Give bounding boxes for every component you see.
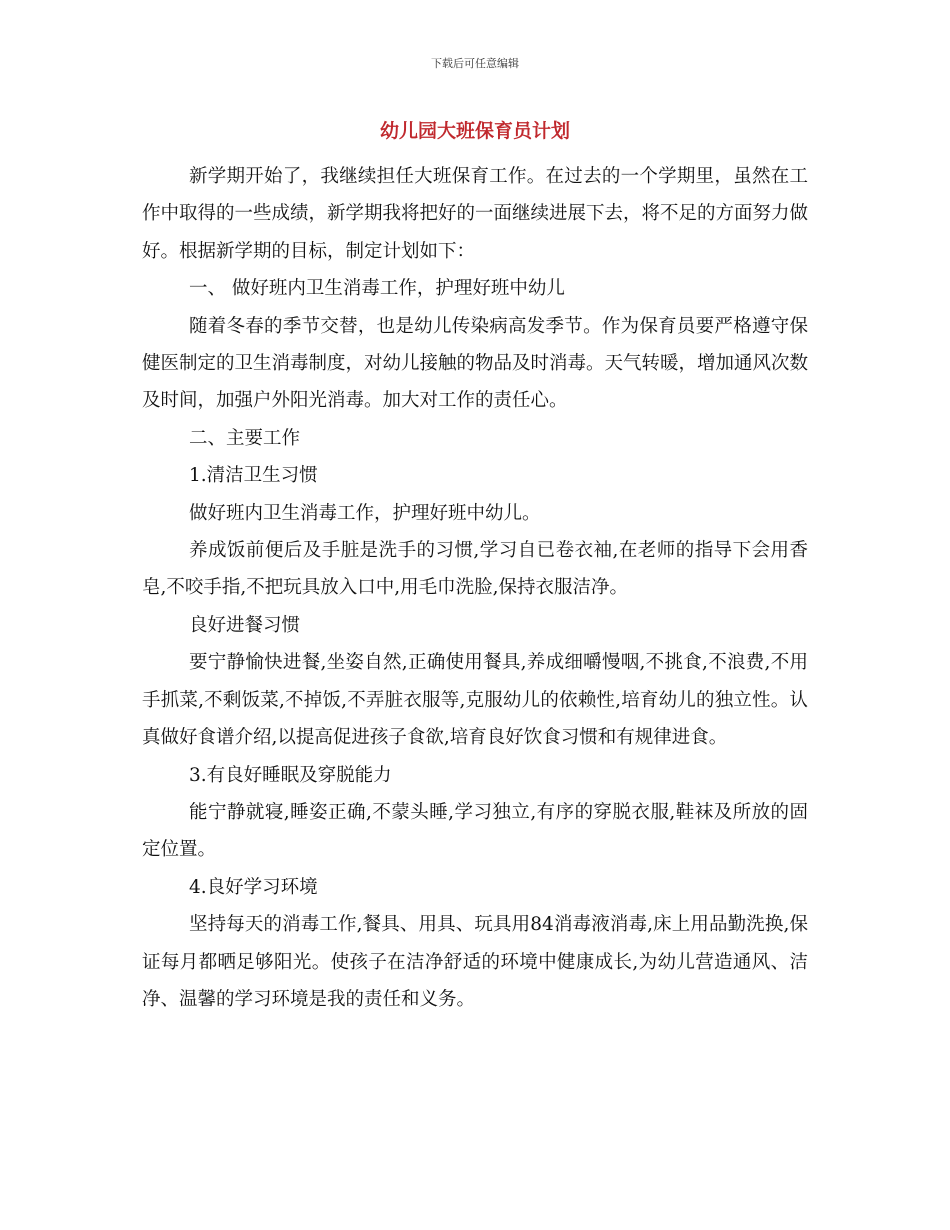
document-body xyxy=(142,158,808,1018)
hygiene-paragraph-2: 养成饭前便后及手脏是洗手的习惯,学习自已卷衣袖,在老师的指导下会用香皂,不咬手指,不把玩具放入口中,用毛巾洗脸,保持衣服洁净。 xyxy=(142,540,808,599)
eating-paragraph: 要宁静愉快进餐,坐姿自然,正确使用餐具,养成细嚼慢咽,不挑食,不浪费,不用手抓菜,不剩饭菜,不掉饭,不弄脏衣服等,克服幼儿的依赖性,培育幼儿的独立性。认真做好食谱介绍,以提高促进孩子食欲,培育良好饮食习惯和有规律进食。 xyxy=(142,652,808,749)
subheading-sleep: 3.有良好睡眠及穿脱能力 xyxy=(189,764,392,786)
environment-paragraph: 坚持每天的消毒工作,餐具、用具、玩具用84消毒液消毒,床上用品勤洗换,保证每月都晒足够阳光。使孩子在洁净舒适的环境中健康成长,为幼儿营造通风、洁净、温馨的学习环境是我的责任和义务。 xyxy=(142,914,808,1010)
subheading-hygiene: 1.清洁卫生习惯 xyxy=(189,465,318,487)
section-1-paragraph: 随着冬春的季节交替，也是幼儿传染病高发季节。作为保育员要严格遵守保健医制定的卫生消毒制度，对幼儿接触的物品及时消毒。天气转暖，增加通风次数及时间，加强户外阳光消毒。加大对工作的责任心。 xyxy=(142,315,809,412)
section-heading-1: 一、 做好班内卫生消毒工作，护理好班中幼儿 xyxy=(189,278,565,300)
hygiene-paragraph-1: 做好班内卫生消毒工作，护理好班中幼儿。 xyxy=(189,502,541,524)
document-title: 幼儿园大班保育员计划 xyxy=(379,120,570,142)
sleep-paragraph: 能宁静就寝,睡姿正确,不蒙头睡,学习独立,有序的穿脱衣服,鞋袜及所放的固定位置。 xyxy=(142,801,808,861)
page-header-note: 下载后可任意编辑 xyxy=(431,57,519,70)
section-heading-2: 二、主要工作 xyxy=(189,427,301,449)
intro-paragraph: 新学期开始了，我继续担任大班保育工作。在过去的一个学期里，虽然在工作中取得的一些成绩，新学期我将把好的一面继续进展下去，将不足的方面努力做好。根据新学期的目标，制定计划如下： xyxy=(142,166,809,262)
subheading-environment: 4.良好学习环境 xyxy=(189,876,318,898)
subheading-eating: 良好进餐习惯 xyxy=(189,614,301,636)
